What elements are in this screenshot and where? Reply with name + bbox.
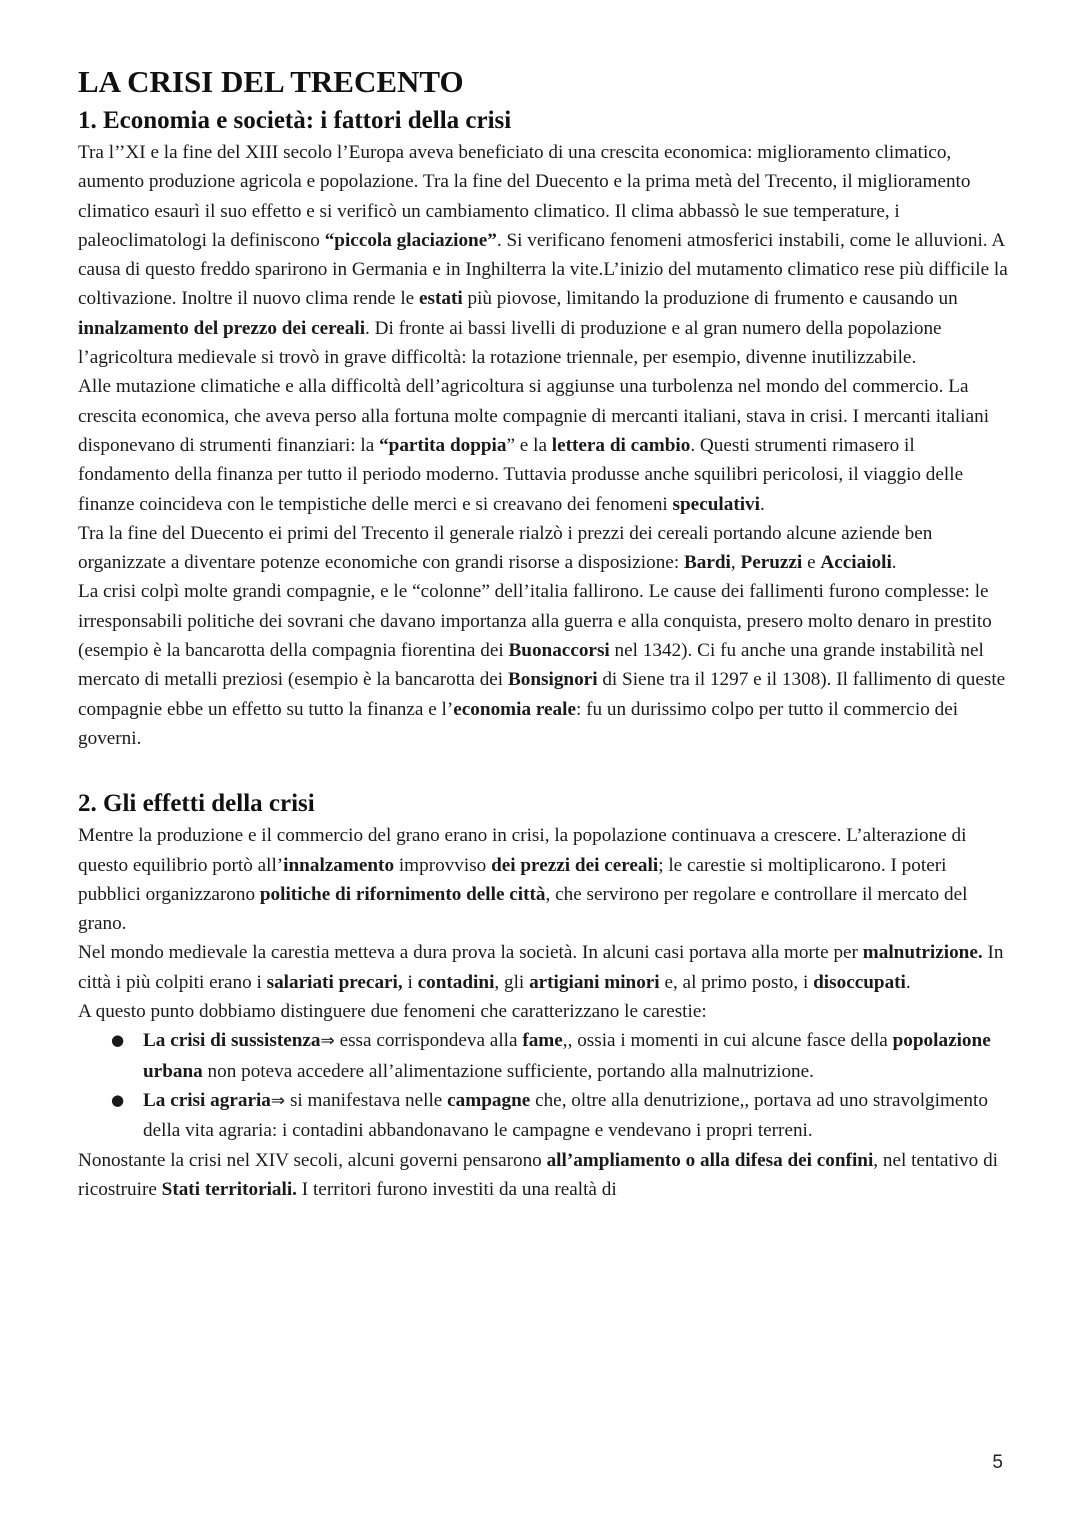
- bold-term: fame: [522, 1030, 563, 1052]
- section-1-heading: 1. Economia e società: i fattori della crisi: [78, 107, 512, 134]
- right-double-arrow-icon: ⇒: [270, 1090, 286, 1111]
- text-run: .: [891, 552, 897, 574]
- text-run: e: [802, 552, 821, 574]
- text-run: , gli: [494, 971, 530, 993]
- section-2-paragraph-3: A questo punto dobbiamo distinguere due fenomeni che caratterizzano le carestie:: [78, 1001, 707, 1023]
- text-run: , che servirono per regolare e controllare il mercato del grano.: [78, 883, 968, 935]
- bold-term: speculativi: [672, 493, 760, 515]
- bold-term: lettera di cambio: [551, 434, 691, 456]
- document-title: LA CRISI DEL TRECENTO: [78, 64, 464, 99]
- section-1-paragraph-1: [78, 138, 1008, 372]
- section-1-paragraph-3: [78, 519, 1008, 578]
- bold-term: Acciaioli: [820, 552, 892, 574]
- section-1-paragraph-4: [78, 577, 1008, 753]
- text-run: In città i più colpiti erano i: [78, 942, 1004, 993]
- bullet-icon: ●: [111, 1031, 125, 1050]
- text-run: ,, ossia i momenti in cui alcune fasce della: [562, 1030, 893, 1052]
- text-run: essa corrispondeva alla: [334, 1030, 523, 1052]
- bold-term: dei prezzi dei cereali: [491, 854, 659, 876]
- bold-term: Bonsignori: [507, 669, 598, 691]
- bold-term: popolazione urbana: [143, 1030, 991, 1082]
- bold-term: innalzamento: [283, 854, 395, 876]
- text-run: . Si verificano fenomeni atmosferici instabili, come le alluvioni. A causa di questo freddo sparirono in Germania e in Inghilterra la vite.L’inizio del mutamento climatico rese più difficile la coltivazione. Inoltre il nuovo clima rende le: [78, 229, 1008, 310]
- text-run: ; le carestie si moltiplicarono. I poteri pubblici organizzarono: [78, 854, 947, 905]
- bold-term: disoccupati: [813, 971, 906, 993]
- text-run: si manifestava nelle: [285, 1089, 448, 1111]
- text-run: ” e la: [506, 434, 552, 456]
- bold-term: malnutrizione.: [862, 942, 983, 964]
- text-run: di Siene tra il 1297 e il 1308). Il fallimento di queste compagnie ebbe un effetto su tutto la finanza e l’: [78, 669, 1006, 720]
- text-run: .: [759, 493, 765, 515]
- text-run: .: [905, 971, 911, 993]
- bold-term: artigiani minori: [529, 971, 660, 993]
- text-run: : fu un durissimo colpo per tutto il commercio dei governi.: [78, 698, 959, 749]
- bold-term: “piccola glaciazione”: [324, 229, 497, 251]
- text-run: nel 1342). Ci fu anche una grande instabilità nel mercato di metalli preziosi (esempio è la bancarotta dei: [78, 640, 984, 691]
- text-run: che, oltre alla denutrizione,, portava ad uno stravolgimento della vita agraria: i contadini abbandonavano le campagne e vendevano i propri terreni.: [143, 1089, 988, 1142]
- section-2-paragraph-4: [78, 1146, 1008, 1205]
- text-run: Alle mutazione climatiche e alla difficoltà dell’agricoltura si aggiunse una turbolenza nel mondo del commercio. La crescita economica, che aveva perso alla fortuna molte compagnie di mercanti italiani, stava in crisi. I mercanti italiani disponevano di strumenti finanziari: la: [78, 376, 990, 456]
- section-1-paragraph-2: [78, 372, 1008, 518]
- text-run: . Questi strumenti rimasero il fondamento della finanza per tutto il periodo moderno. Tuttavia produsse anche squilibri pericolosi, il viaggio delle finanze coincideva con le tempistiche delle merci e si creavano dei fenomeni: [78, 434, 964, 515]
- text-run: e, al primo posto, i: [659, 971, 814, 993]
- bold-term: estati: [419, 288, 463, 310]
- text-run: I territori furono investiti da una realtà di: [296, 1178, 617, 1200]
- bold-term: La crisi agraria: [143, 1089, 271, 1111]
- text-run: più piovose, limitando la produzione di frumento e causando un: [462, 288, 958, 310]
- bold-term: “partita doppia: [379, 434, 507, 456]
- bold-term: Peruzzi: [740, 552, 803, 574]
- text-run: Nonostante la crisi nel XIV secoli, alcuni governi pensarono: [78, 1149, 547, 1171]
- page-number: 5: [992, 1452, 1003, 1473]
- bold-term: Buonaccorsi: [508, 640, 610, 662]
- section-2-paragraph-2: [78, 938, 1008, 997]
- text-run: improvviso: [394, 854, 492, 876]
- text-run: La crisi colpì molte grandi compagnie, e le “colonne” dell’italia fallirono. Le cause dei fallimenti furono complesse: le irresponsabili politiche dei sovrani che davano importanza alla guerra e alla conquista, presero molto denaro in prestito (esempio è la bancarotta della compagnia fiorentina dei: [78, 581, 992, 662]
- bold-term: economia reale: [453, 698, 576, 720]
- right-double-arrow-icon: ⇒: [320, 1031, 335, 1052]
- text-run: , nel tentativo di ricostruire: [78, 1149, 998, 1200]
- bold-term: campagne: [447, 1089, 531, 1111]
- list-item: [111, 1026, 1008, 1086]
- bold-term: Stati territoriali.: [161, 1178, 297, 1200]
- bold-term: La crisi di sussistenza: [143, 1030, 321, 1052]
- text-run: non poteva accedere all’alimentazione sufficiente, portando alla malnutrizione.: [202, 1060, 814, 1082]
- document-page: [78, 62, 1008, 1204]
- text-run: i: [402, 971, 418, 993]
- text-run: Mentre la produzione e il commercio del grano erano in crisi, la popolazione continuava a crescere. L’alterazione di questo equilibrio portò all’: [78, 825, 967, 876]
- bold-term: innalzamento del prezzo dei cereali: [78, 317, 366, 339]
- bold-term: Bardi: [683, 552, 731, 574]
- text-run: Tra l’’XI e la fine del XIII secolo l’Europa aveva beneficiato di una crescita economica: miglioramento climatico, aumento produzione agricola e popolazione. Tra la fine del Duecento e la prima metà del Trecento, il miglioramento climatico esaurì il suo effetto e si verificò un cambiamento climatico. Il clima abbassò le sue temperature, i paleoclimatologi la definiscono: [78, 142, 971, 251]
- bold-term: politiche di rifornimento delle città: [259, 883, 546, 905]
- section-2-paragraph-1: [78, 821, 1008, 938]
- text-run: ,: [730, 552, 741, 574]
- text-run: Tra la fine del Duecento ei primi del Trecento il generale rialzò i prezzi dei cereali portando alcune aziende ben organizzate a diventare potenze economiche con grandi risorse a disposizione:: [78, 522, 933, 574]
- bold-term: all’ampliamento o alla difesa dei confini: [546, 1149, 874, 1171]
- list-item: [111, 1086, 1008, 1146]
- section-2-heading: 2. Gli effetti della crisi: [78, 790, 315, 818]
- text-run: . Di fronte ai bassi livelli di produzione e al gran numero della popolazione l’agricoltura medievale si trovò in grave difficoltà: la rotazione triennale, per esempio, divenne inutilizzabile.: [78, 317, 942, 369]
- carestie-bullet-list: [78, 1026, 1008, 1145]
- bullet-icon: ●: [111, 1090, 125, 1109]
- text-run: Nel mondo medievale la carestia metteva a dura prova la società. In alcuni casi portava alla morte per: [78, 942, 863, 964]
- bold-term: salariati precari,: [266, 971, 403, 993]
- bold-term: contadini: [417, 971, 495, 993]
